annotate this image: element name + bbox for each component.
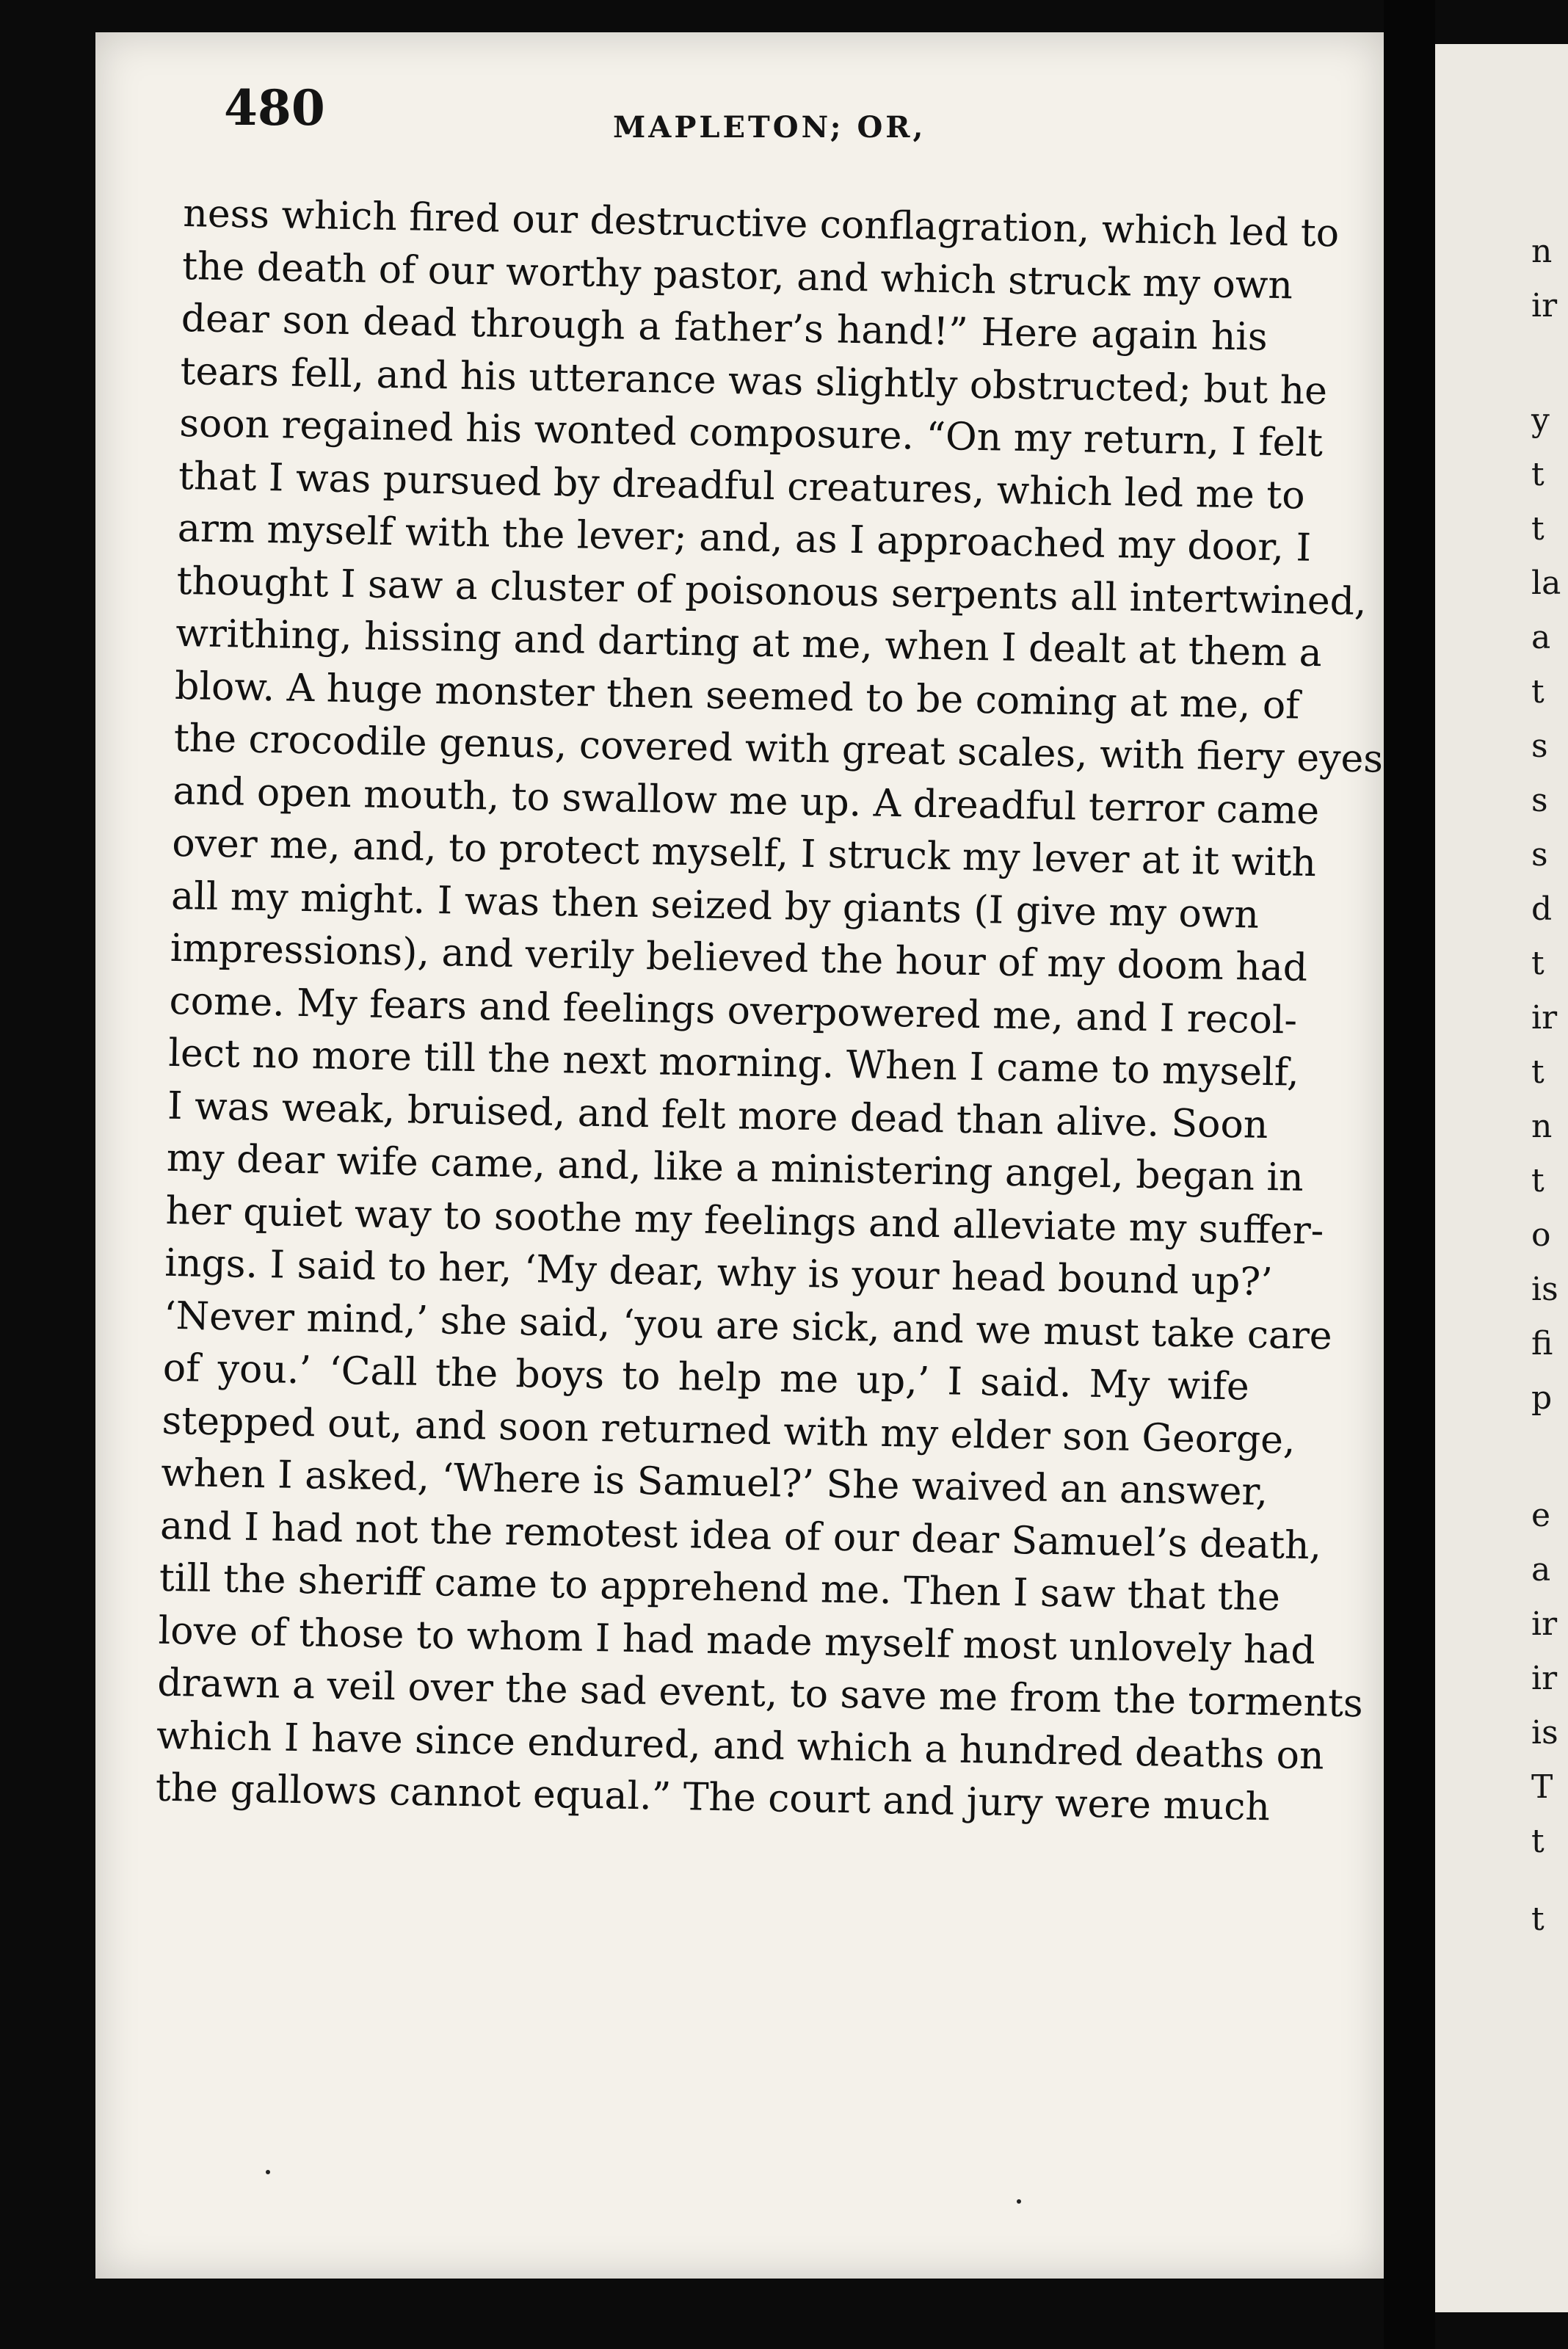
ink-speck [266, 2170, 270, 2174]
text-line: of you.’ ‘Call the boys to help me up,’ I said. My wife [162, 1346, 1250, 1409]
text-line: dear son dead through a father’s hand!” Here again his [181, 296, 1268, 360]
fragment: t [1531, 1900, 1545, 1938]
facing-page-edge [1435, 44, 1568, 2312]
text-line: the death of our worthy pastor, and which struck my own [181, 244, 1293, 308]
fragment: s [1531, 782, 1548, 819]
fragment: y [1531, 402, 1550, 439]
fragment: T [1531, 1768, 1553, 1806]
text-line: my dear wife came, and, like a ministering angel, began in [166, 1136, 1304, 1200]
text-line: arm myself with the lever; and, as I approached my door, I [177, 506, 1312, 570]
fragment: s [1531, 836, 1548, 874]
fragment: ir [1531, 1660, 1558, 1697]
fragment: is [1531, 1714, 1558, 1751]
fragment: t [1531, 456, 1545, 493]
text-line: ings. I said to her, ‘My dear, why is your head bound up?’ [164, 1241, 1274, 1305]
running-title: MAPLETON; OR, [613, 110, 926, 145]
page-number: 480 [224, 79, 325, 137]
page-gutter [1384, 0, 1435, 2349]
text-line: that I was pursued by dreadful creatures, which led me to [178, 454, 1306, 518]
ink-speck [1017, 2199, 1021, 2204]
text-line: love of those to whom I had made myself most unlovely had [158, 1608, 1316, 1673]
fragment: s [1531, 727, 1548, 765]
fragment: o [1531, 1216, 1551, 1254]
fragment: ir [1531, 287, 1558, 324]
text-line: over me, and, to protect myself, I struck my lever at it with [171, 821, 1317, 886]
text-line: stepped out, and soon returned with my elder son George, [161, 1398, 1296, 1463]
fragment: la [1531, 564, 1561, 602]
fragment: d [1531, 890, 1553, 928]
fragment: ir [1531, 999, 1558, 1036]
text-line: writhing, hissing and darting at me, when I dealt at them a [175, 611, 1323, 676]
text-line: tears fell, and his utterance was slightly obstructed; but he [180, 349, 1328, 413]
text-line: ‘Never mind,’ she said, ‘you are sick, and we must take care [163, 1293, 1333, 1359]
fragment: t [1531, 945, 1545, 982]
page-header [224, 79, 1296, 160]
text-line: her quiet way to soothe my feelings and alleviate my suffer- [165, 1188, 1324, 1253]
body-text [155, 188, 1384, 1834]
fragment: a [1531, 619, 1551, 656]
fragment: p [1531, 1379, 1553, 1417]
fragment: t [1531, 1053, 1545, 1091]
text-line: ness which fired our destructive conflagration, which led to [182, 191, 1340, 256]
text-line: drawn a veil over the sad event, to save me from the torments [156, 1660, 1364, 1727]
text-line: till the sheriff came to apprehend me. Then I saw that the [159, 1555, 1281, 1620]
fragment: fi [1531, 1325, 1553, 1362]
fragment: n [1531, 1108, 1553, 1145]
text-line: the gallows cannot equal.” The court and jury were much [155, 1765, 1271, 1830]
fragment: is [1531, 1271, 1558, 1308]
fragment: t [1531, 1162, 1545, 1199]
text-line: all my might. I was then seized by giants (I give my own [170, 874, 1260, 937]
fragment: e [1531, 1497, 1551, 1534]
fragment: n [1531, 233, 1553, 270]
text-line: thought I saw a cluster of poisonous serpents all intertwined, [176, 559, 1367, 624]
fragment: t [1531, 673, 1545, 711]
text-line: soon regained his wonted composure. “On my return, I felt [178, 401, 1324, 466]
text-line: the crocodile genus, covered with great scales, with fiery eyes [173, 716, 1384, 782]
text-line: and open mouth, to swallow me up. A dreadful terror came [173, 769, 1320, 833]
text-line: blow. A huge monster then seemed to be coming at me, of [174, 664, 1301, 728]
fragment: t [1531, 510, 1545, 548]
text-line: when I asked, ‘Where is Samuel?’ She waived an answer, [160, 1451, 1268, 1515]
text-line: I was weak, bruised, and felt more dead than alive. Soon [167, 1083, 1268, 1147]
fragment: ir [1531, 1605, 1558, 1643]
text-line: impressions), and verily believed the hour of my doom had [170, 926, 1308, 990]
text-line: which I have since endured, and which a hundred deaths on [156, 1713, 1325, 1778]
fragment: a [1531, 1551, 1551, 1589]
text-line: and I had not the remotest idea of our dear Samuel’s death, [159, 1503, 1322, 1568]
fragment: t [1531, 1823, 1545, 1860]
text-line: come. My fears and feelings overpowered me, and I recol- [169, 979, 1298, 1043]
text-line: lect no more till the next morning. When I came to myself, [167, 1031, 1300, 1095]
